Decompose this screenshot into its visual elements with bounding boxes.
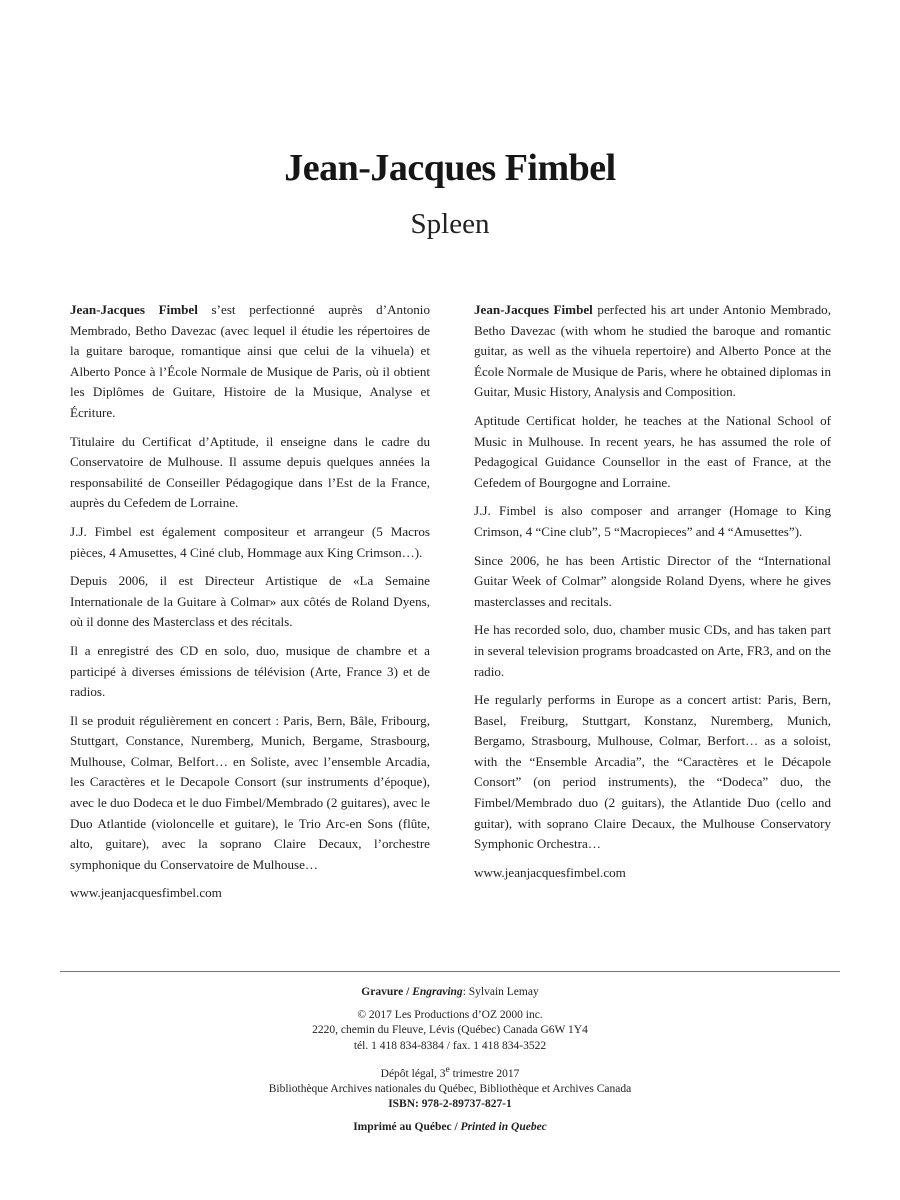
printed-fr: Imprimé au Québec: [353, 1121, 452, 1134]
legal-deposit-line: [0, 1062, 900, 1082]
english-paragraph-2: Aptitude Certificat holder, he teaches at the National School of Music in Mulhouse. In recent years, he has assumed the role of Pedagogical Guidance Counsellor in the east of France, at the Cefedem of Bourgogne and Lorraine.: [474, 412, 831, 490]
address-line: 2220, chemin du Fleuve, Lévis (Québec) Canada G6W 1Y4: [312, 1024, 588, 1037]
libraries-line: Bibliothèque Archives nationales du Québec, Bibliothèque et Archives Canada: [268, 1082, 632, 1095]
printed-line: [0, 1120, 900, 1135]
credits-gap: [0, 1054, 900, 1062]
engraving-separator: /: [403, 986, 413, 998]
french-paragraph-1: [70, 300, 430, 424]
piece-subtitle: Spleen: [410, 208, 490, 240]
engraving-label-en: Engraving: [412, 986, 463, 998]
english-paragraph-5: He has recorded solo, duo, chamber music CDs, and has taken part in several television programs broadcasted on Arte, FR3, and on the radio.: [474, 622, 831, 679]
english-website-link[interactable]: www.jeanjacquesfimbel.com: [474, 864, 626, 880]
legal-deposit-prefix: Dépôt légal, 3: [380, 1067, 446, 1080]
legal-deposit-superscript: e: [445, 1063, 450, 1075]
english-biography-column: [474, 300, 831, 891]
french-website-link[interactable]: www.jeanjacquesfimbel.com: [70, 885, 222, 901]
credits-gap: [0, 1112, 900, 1120]
credits-gap: [0, 1000, 900, 1008]
french-paragraph-1-text: s’est perfectionné auprès d’Antonio Membrado, Betho Davezac (avec lequel il étudie les répertoires de la guitare baroque, romantique ainsi que celui de la vihuela) et Alberto Ponce à l’École Normale de Musique de Paris, où il obtient les Diplômes de Guitare, Histoire de la Musique, Analyse et Écriture.: [70, 302, 430, 420]
english-paragraph-4: Since 2006, he has been Artistic Director of the “International Guitar Week of Colmar” alongside Roland Dyens, where he gives masterclasses and recitals.: [474, 552, 831, 609]
engraving-line: [0, 985, 900, 1000]
copyright-line: © 2017 Les Productions d’OZ 2000 inc.: [357, 1009, 543, 1022]
english-paragraph-6: He regularly performs in Europe as a concert artist: Paris, Bern, Basel, Freiburg, Stuttgart, Konstanz, Nuremberg, Munich, Bergamo, Strasbourg, Mulhouse, Colmar, Berfort… as a soloist, with the “Ensemble Arcadia”, the “Caractères et le Décapole Consort” (on period instruments), the “Dodeca” duo, the Fimbel/Membrado duo (2 guitars), the Atlantide Duo (cello and guitar), with soprano Claire Decaux, the Mulhouse Conservatory Symphonic Orchestra…: [474, 692, 831, 852]
page-title: Jean-Jacques Fimbel: [284, 147, 616, 189]
isbn-line: ISBN: 978-2-89737-827-1: [388, 1098, 512, 1111]
french-paragraph-3: J.J. Fimbel est également compositeur et arrangeur (5 Macros pièces, 4 Amusettes, 4 Ciné club, Hommage aux King Crimson…).: [70, 523, 430, 560]
french-paragraph-5: Il a enregistré des CD en solo, duo, musique de chambre et a participé à diverses émissions de télévision (Arte, France 3) et de radios.: [70, 642, 430, 700]
french-paragraph-2: Titulaire du Certificat d’Aptitude, il enseigne dans le cadre du Conservatoire de Mulhouse. Il assume depuis quelques années la responsabilité de Conseiller Pédagogique dans l’Est de la France, auprès du Cefedem de Lorraine.: [70, 433, 430, 511]
english-composer-name: Jean-Jacques Fimbel: [474, 302, 593, 317]
french-composer-name: Jean-Jacques Fimbel: [70, 302, 198, 317]
phone-line: tél. 1 418 834-8384 / fax. 1 418 834-3522: [353, 1039, 547, 1052]
engraver-name: : Sylvain Lemay: [462, 986, 539, 998]
section-divider: [60, 971, 840, 972]
printed-separator: /: [451, 1121, 461, 1134]
english-paragraph-1-text: perfected his art under Antonio Membrado, Betho Davezac (with whom he studied the baroque and romantic guitar, as well as the vihuela repertoire) and Alberto Ponce at the École Normale de Musique de Paris, where he obtained diplomas in Guitar, Music History, Analysis and Composition.: [474, 302, 831, 400]
french-biography-column: [70, 300, 430, 912]
publisher-credits: [0, 985, 900, 1135]
printed-en: Printed in Quebec: [460, 1121, 547, 1134]
legal-deposit-suffix: trimestre 2017: [449, 1067, 520, 1080]
english-paragraph-3: J.J. Fimbel is also composer and arranger (Homage to King Crimson, 4 “Cine club”, 5 “Macropieces” and 4 “Amusettes”).: [474, 503, 831, 539]
french-paragraph-4: Depuis 2006, il est Directeur Artistique de «La Semaine Internationale de la Guitare à Colmar» aux côtés de Roland Dyens, où il donne des Masterclass et des récitals.: [70, 573, 430, 630]
engraving-label-fr: Gravure: [361, 986, 404, 998]
french-paragraph-6: Il se produit régulièrement en concert : Paris, Bern, Bâle, Fribourg, Stuttgart, Constance, Nuremberg, Munich, Bergame, Strasbourg, Mulhouse, Colmar, Belfort… en Soliste, avec l’ensemble Arcadia, les Caractères et le Decapole Consort (sur instruments d’époque), avec le duo Dodeca et le duo Fimbel/Membrado (2 guitares), avec le Duo Atlantide (violoncelle et guitare), le Trio Arc-en Sons (flûte, alto, guitare), avec la soprano Claire Decaux, l’orchestre symphonique du Conservatoire de Mulhouse…: [70, 712, 430, 872]
english-paragraph-1: [474, 300, 831, 403]
